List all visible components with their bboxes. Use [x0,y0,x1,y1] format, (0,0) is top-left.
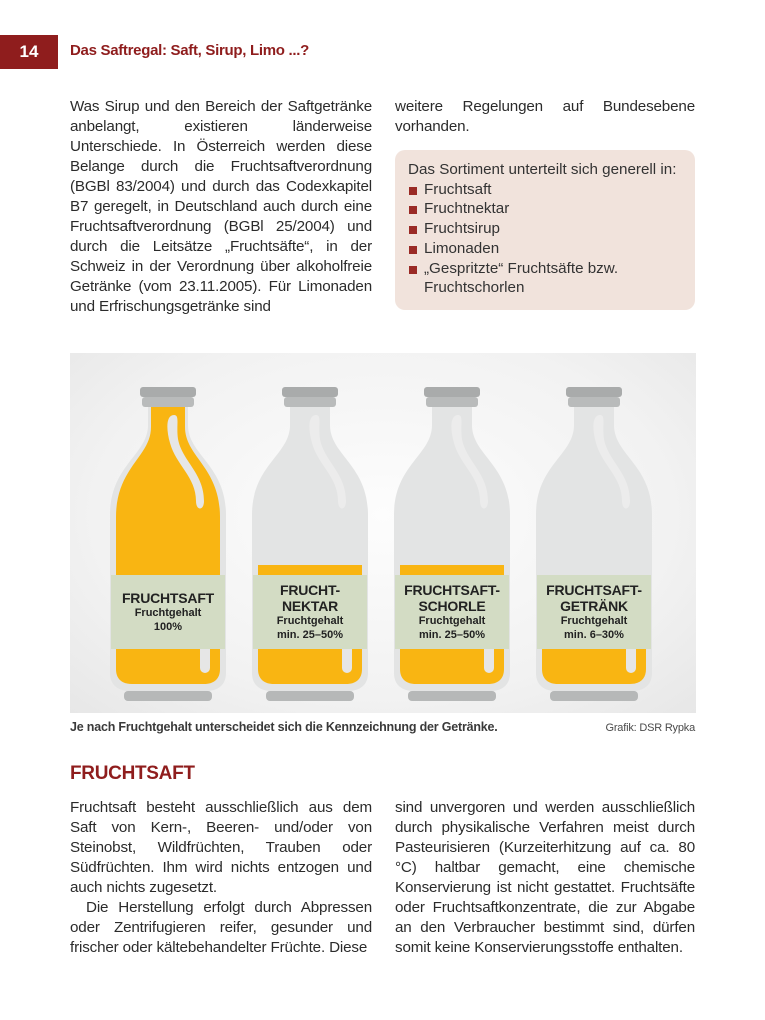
info-box-intro: Das Sortiment unterteilt sich generell in: [408,161,677,178]
list-item: Fruchtsirup [408,219,683,239]
bottle-fruchtnektar [246,385,374,701]
bottle-subtitle: Fruchtgehalt [276,615,344,627]
square-bullet-icon [409,187,417,195]
bottle-label [395,575,509,649]
bottle-label [111,575,225,649]
bottle-name-line1: FRUCHTSAFT- [546,582,642,598]
square-bullet-icon [409,226,417,234]
intro-left-column [70,97,372,317]
bottle-value: 100% [153,621,183,633]
intro-paragraph-continued: weitere Regelungen auf Bundesebene vorhanden. [395,98,695,135]
section-paragraph-continued: sind unvergoren und werden ausschließlich durch physikalische Verfahren meist durch Pasteurisieren (Kurzeiterhitzung auf ca. 80 °C) haltbar gemacht, eine chemische Konservierung ist nicht gestattet. Fruchtsäfte oder Fruchtsaftkonzentrate, die zur Abgabe an den Verbraucher bestimmt sind, dürfen somit keine Konservierungsstoffe enthalten. [395,799,695,956]
intro-right-column [395,97,695,137]
section-paragraph: Fruchtsaft besteht ausschließlich aus dem Saft von Kern-, Beeren- und/oder von Steinobst, Wildfrüchten, Trauben oder Südfrüchten. Ihm wird nichts entzogen und auch nichts zugesetzt. [70,799,372,896]
bottle-icon [530,385,658,701]
section-left-column [70,798,372,958]
square-bullet-icon [409,246,417,254]
section-right-column [395,798,695,958]
bottle-name-line1: FRUCHT- [279,582,341,598]
bottle-icon [104,385,232,701]
square-bullet-icon [409,266,417,274]
list-item: Fruchtsaft [408,180,683,200]
figure-credit: Grafik: DSR Rypka [605,722,695,734]
bottle-icon [246,385,374,701]
bottle-value: min. 25–50% [276,629,344,641]
bottle-name-line2: GETRÄNK [560,598,628,614]
bottle-subtitle: Fruchtgehalt [134,607,202,619]
sortiment-info-box [395,150,695,310]
bottle-name-line2: NEKTAR [281,598,339,614]
intro-paragraph: Was Sirup und den Bereich der Saftgetränke anbelangt, existieren länderweise Unterschiede. In Österreich werden diese Belange durch die Fruchtsaftverordnung (BGBl 83/2004) und durch das Codexkapitel B7 geregelt, in Deutschland auch durch eine Fruchtsaftverordnung (BGBl 25/2004) und durch die Leitsätze „Fruchtsäfte“, in der Schweiz in der Verordnung über alkoholfreie Getränke (vom 23.11.2005). Für Limonaden und Erfrischungsgetränke sind [70,98,372,315]
bottle-name: FRUCHTSAFT [121,590,215,606]
figure-caption: Je nach Fruchtgehalt unterscheidet sich die Kennzeichnung der Getränke. [70,720,498,734]
bottle-icon [388,385,516,701]
bottle-value: min. 25–50% [418,629,486,641]
bottle-subtitle: Fruchtgehalt [560,615,628,627]
sortiment-list [408,180,683,298]
bottle-infographic [70,353,696,713]
list-item: „Gespritzte“ Fruchtsäfte bzw. Fruchtschorlen [408,259,683,298]
list-item: Limonaden [408,239,683,259]
running-title: Das Saftregal: Saft, Sirup, Limo ...? [70,42,309,59]
bottle-label [253,575,367,649]
bottle-fruchtsaft [104,385,232,701]
bottle-label [537,575,651,649]
bottle-fruchtsaftgetraenk [530,385,658,701]
bottle-subtitle: Fruchtgehalt [418,615,486,627]
section-paragraph: Die Herstellung erfolgt durch Abpressen oder Zentrifugieren reifer, gesunder und frischer oder kältebehandelter Früchte. Diese [70,899,372,956]
page-number: 14 [0,35,58,69]
bottle-value: min. 6–30% [564,629,624,641]
section-heading: FRUCHTSAFT [70,763,195,784]
list-item: Fruchtnektar [408,199,683,219]
bottle-name-line1: FRUCHTSAFT- [404,582,500,598]
bottle-name-line2: SCHORLE [418,598,486,614]
bottle-fruchtsaftschorle [388,385,516,701]
square-bullet-icon [409,206,417,214]
